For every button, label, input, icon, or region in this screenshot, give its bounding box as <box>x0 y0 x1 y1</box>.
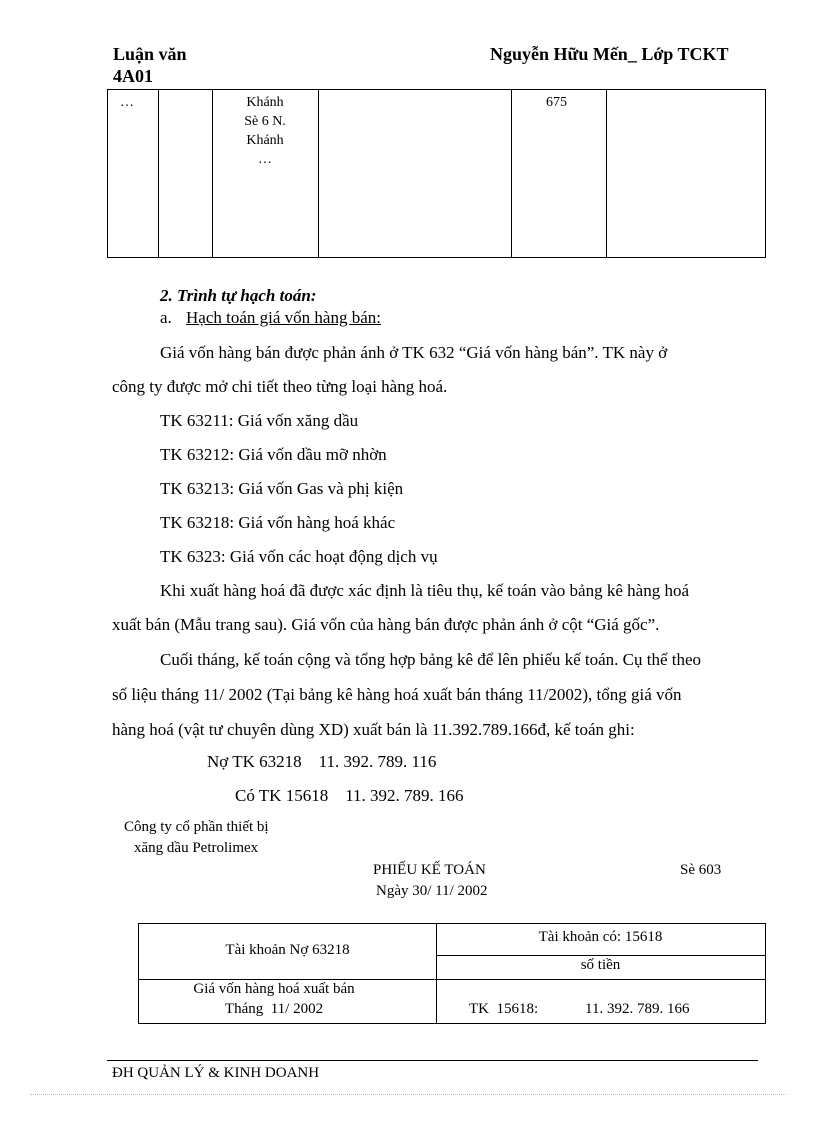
entry-debit: Nợ TK 63218 11. 392. 789. 116 <box>207 752 437 771</box>
col5-value: 675 <box>546 95 567 110</box>
account-item: TK 63212: Giá vốn dầu mỡ nhờn <box>160 445 387 464</box>
slip-number: Sè 603 <box>680 862 722 878</box>
col3-line: Khánh <box>246 95 284 110</box>
col3-text <box>218 93 312 169</box>
amount-value: 11. 392. 789. 166 <box>585 1001 690 1017</box>
account-item: TK 63211: Giá vốn xăng dầu <box>160 411 359 430</box>
desc-line2: Tháng 11/ 2002 <box>224 1001 324 1017</box>
col1-ellipsis: … <box>120 95 134 110</box>
header-right: Nguyễn Hữu Mến_ Lớp TCKT <box>490 44 729 64</box>
table-divider <box>606 89 607 257</box>
amount-label: TK 15618: <box>469 1001 539 1017</box>
company-line2: xăng dầu Petrolimex <box>134 840 259 856</box>
slip-date: Ngày 30/ 11/ 2002 <box>376 883 488 899</box>
page-edge <box>30 1094 786 1095</box>
amount-header: số tiền <box>580 957 621 973</box>
para2-line1: Khi xuất hàng hoá đã được xác định là tiêu thụ, kế toán vào bảng kê hàng hoá <box>160 581 689 600</box>
para3-line3: hàng hoá (vật tư chuyên dùng XD) xuất bán là 11.392.789.166đ, kế toán ghi: <box>112 720 635 739</box>
desc-line1: Giá vốn hàng hoá xuất bán <box>193 981 355 997</box>
table-divider <box>158 89 159 257</box>
credit-header: Tài khoản có: 15618 <box>538 929 663 945</box>
slip-title: PHIẾU KẾ TOÁN <box>373 862 486 878</box>
header-left-line2: 4A01 <box>113 66 153 86</box>
account-item: TK 63213: Giá vốn Gas và phị kiện <box>160 479 404 498</box>
col3-line: … <box>258 152 272 167</box>
top-table <box>107 89 766 258</box>
table-divider <box>318 89 319 257</box>
table-divider <box>511 89 512 257</box>
subsection-title: Hạch toán giá vốn hàng bán: <box>186 308 381 327</box>
para1-line2: công ty được mở chi tiết theo từng loại hàng hoá. <box>112 377 448 396</box>
col3-line: Khánh <box>246 133 284 148</box>
col3-line: Sè 6 N. <box>244 114 286 129</box>
para2-line2: xuất bán (Mẫu trang sau). Giá vốn của hàng bán được phản ánh ở cột “Giá gốc”. <box>112 615 660 634</box>
header-left-line1: Luận văn <box>113 44 187 64</box>
slip-divider <box>139 979 765 980</box>
footer-text: ĐH QUẢN LÝ & KINH DOANH <box>112 1065 320 1081</box>
slip-divider <box>436 955 765 956</box>
company-line1: Công ty cổ phần thiết bị <box>124 819 269 835</box>
table-divider <box>212 89 213 257</box>
top-table-top-border <box>108 89 765 90</box>
section-heading: 2. Trình tự hạch toán: <box>160 286 317 305</box>
footer-rule <box>107 1060 758 1061</box>
slip-table <box>138 923 766 1024</box>
debit-header: Tài khoản Nợ 63218 <box>225 942 350 958</box>
account-item: TK 63218: Giá vốn hàng hoá khác <box>160 513 396 532</box>
subsection-prefix: a. <box>160 308 172 327</box>
para1-line1: Giá vốn hàng bán được phản ánh ở TK 632 “Giá vốn hàng bán”. TK này ở <box>160 343 668 362</box>
para3-line1: Cuối tháng, kế toán cộng và tổng hợp bảng kê để lên phiếu kế toán. Cụ thể theo <box>160 650 702 669</box>
para3-line2: số liệu tháng 11/ 2002 (Tại bảng kê hàng hoá xuất bán tháng 11/2002), tổng giá vốn <box>112 685 682 704</box>
account-item: TK 6323: Giá vốn các hoạt động dịch vụ <box>160 547 438 566</box>
entry-credit: Có TK 15618 11. 392. 789. 166 <box>235 786 464 805</box>
